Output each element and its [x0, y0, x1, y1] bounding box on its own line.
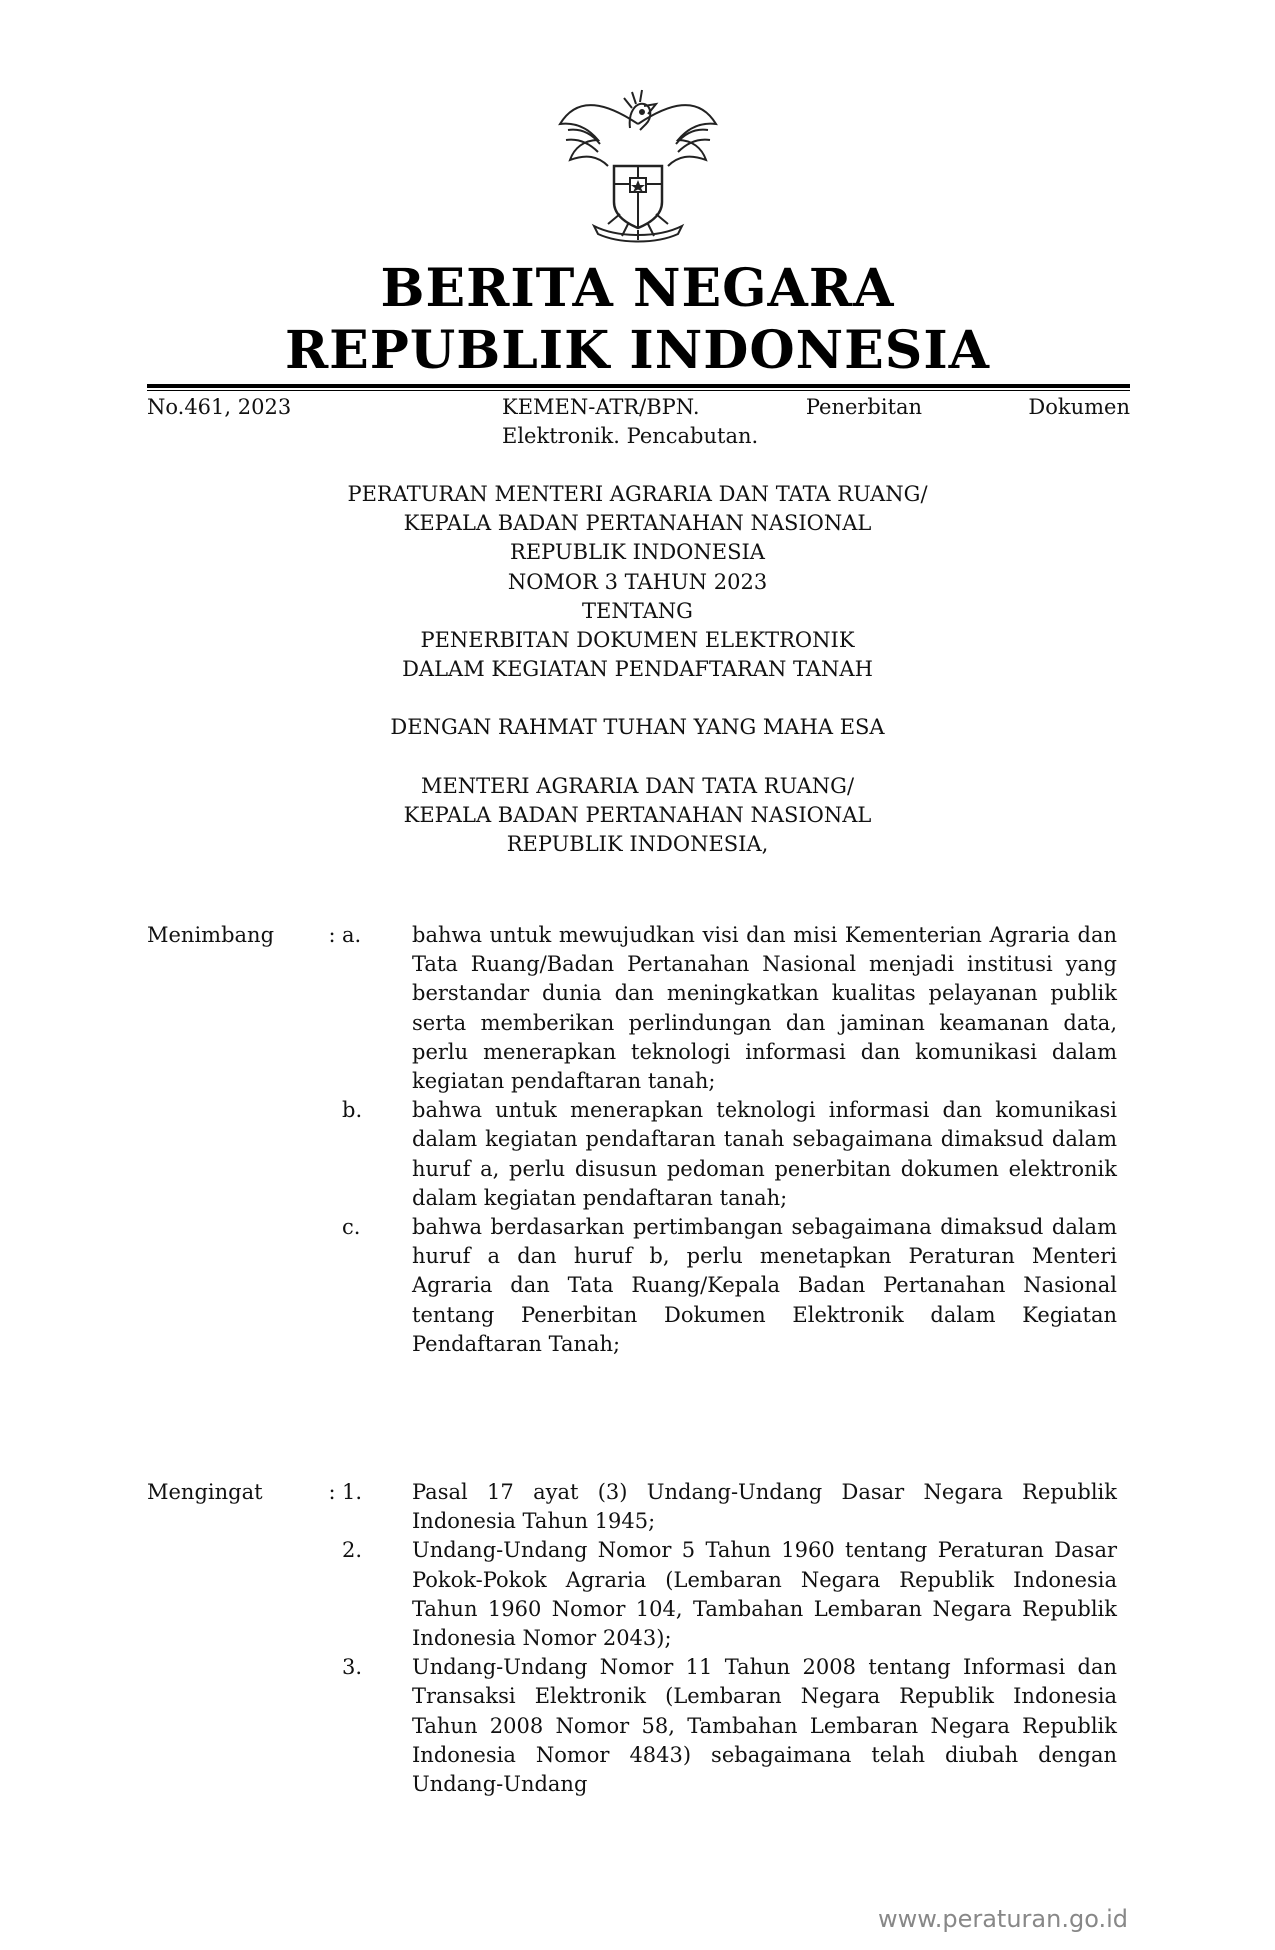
section-label: Menimbang: [147, 923, 275, 947]
authority-line: REPUBLIK INDONESIA,: [506, 832, 769, 857]
list-item: [147, 1096, 1117, 1213]
item-text: Pasal 17 ayat (3) Undang-Undang Dasar Negara Republik Indonesia Tahun 1945;: [412, 1480, 1117, 1534]
regulation-title-block: [0, 480, 1275, 859]
title-line: DALAM KEGIATAN PENDAFTARAN TANAH: [402, 657, 873, 682]
masthead-divider-thin: [147, 390, 1130, 391]
gazette-subject: [502, 393, 1130, 451]
section-colon: :: [328, 923, 336, 947]
list-item: [147, 1536, 1117, 1653]
website-footer: www.peraturan.go.id: [878, 1905, 1128, 1933]
mengingat-section: [147, 1478, 1117, 1799]
gazette-number: No.461, 2023: [147, 395, 292, 419]
list-item: [147, 1213, 1117, 1359]
item-text: Undang-Undang Nomor 5 Tahun 1960 tentang Peraturan Dasar Pokok-Pokok Agraria (Lembaran Negara Republik Indonesia Tahun 1960 Nomor 104, Tambahan Lembaran Negara Republik Indonesia Nomor 2043);: [412, 1538, 1117, 1651]
subject-line-2: Elektronik. Pencabutan.: [502, 424, 759, 448]
authority-line: MENTERI AGRARIA DAN TATA RUANG/: [420, 773, 855, 798]
item-text: bahwa berdasarkan pertimbangan sebagaimana dimaksud dalam huruf a dan huruf b, perlu menetapkan Peraturan Menteri Agraria dan Tata Ruang/Kepala Badan Pertanahan Nasional tentang Penerbitan Dokumen Elektronik dalam Kegiatan Pendaftaran Tanah;: [412, 1215, 1117, 1356]
item-text: bahwa untuk menerapkan teknologi informasi dan komunikasi dalam kegiatan pendaftaran tanah sebagaimana dimaksud dalam huruf a, perlu disusun pedoman penerbitan dokumen elektronik dalam kegiatan pendaftaran tanah;: [412, 1098, 1117, 1210]
list-item: [147, 1653, 1117, 1799]
title-line: PENERBITAN DOKUMEN ELEKTRONIK: [420, 628, 855, 653]
masthead-title-line1: BERITA NEGARA: [380, 258, 895, 319]
garuda-emblem-icon: [548, 84, 728, 244]
title-line: PERATURAN MENTERI AGRARIA DAN TATA RUANG/: [347, 482, 928, 506]
item-marker: a.: [342, 923, 362, 947]
item-marker: c.: [342, 1215, 361, 1240]
masthead-title-line2: REPUBLIK INDONESIA: [284, 320, 991, 381]
masthead-divider: [147, 384, 1130, 388]
title-line: NOMOR 3 TAHUN 2023: [507, 569, 768, 594]
section-label: Mengingat: [147, 1480, 263, 1504]
menimbang-section: [147, 921, 1117, 1359]
authority-line: KEPALA BADAN PERTANAHAN NASIONAL: [403, 802, 872, 827]
item-marker: 2.: [342, 1538, 363, 1563]
item-marker: b.: [342, 1098, 363, 1123]
subject-part-3: Dokumen: [1028, 395, 1130, 419]
section-colon: :: [328, 1480, 336, 1504]
list-item: [147, 1478, 1117, 1536]
title-line: TENTANG: [582, 598, 693, 623]
item-marker: 1.: [342, 1480, 363, 1504]
item-text: bahwa untuk mewujudkan visi dan misi Kementerian Agraria dan Tata Ruang/Badan Pertanahan Nasional menjadi institusi yang berstandar dunia dan meningkatkan kualitas pelayanan publik serta memberikan perlindungan dan jaminan keamanan data, perlu menerapkan teknologi informasi dan komunikasi dalam kegiatan pendaftaran tanah;: [412, 923, 1117, 1094]
title-line: KEPALA BADAN PERTANAHAN NASIONAL: [403, 511, 872, 536]
subject-part-1: KEMEN-ATR/BPN.: [502, 395, 700, 419]
subject-part-2: Penerbitan: [805, 395, 923, 419]
item-marker: 3.: [342, 1655, 363, 1680]
title-line: REPUBLIK INDONESIA: [510, 540, 765, 565]
item-text: Undang-Undang Nomor 11 Tahun 2008 tentang Informasi dan Transaksi Elektronik (Lembaran Negara Republik Indonesia Tahun 2008 Nomor 58, Tambahan Lembaran Negara Republik Indonesia Nomor 4843) sebagaimana telah diubah dengan Undang-Undang: [412, 1655, 1117, 1797]
list-item: [147, 921, 1117, 1096]
invocation: DENGAN RAHMAT TUHAN YANG MAHA ESA: [390, 715, 885, 740]
